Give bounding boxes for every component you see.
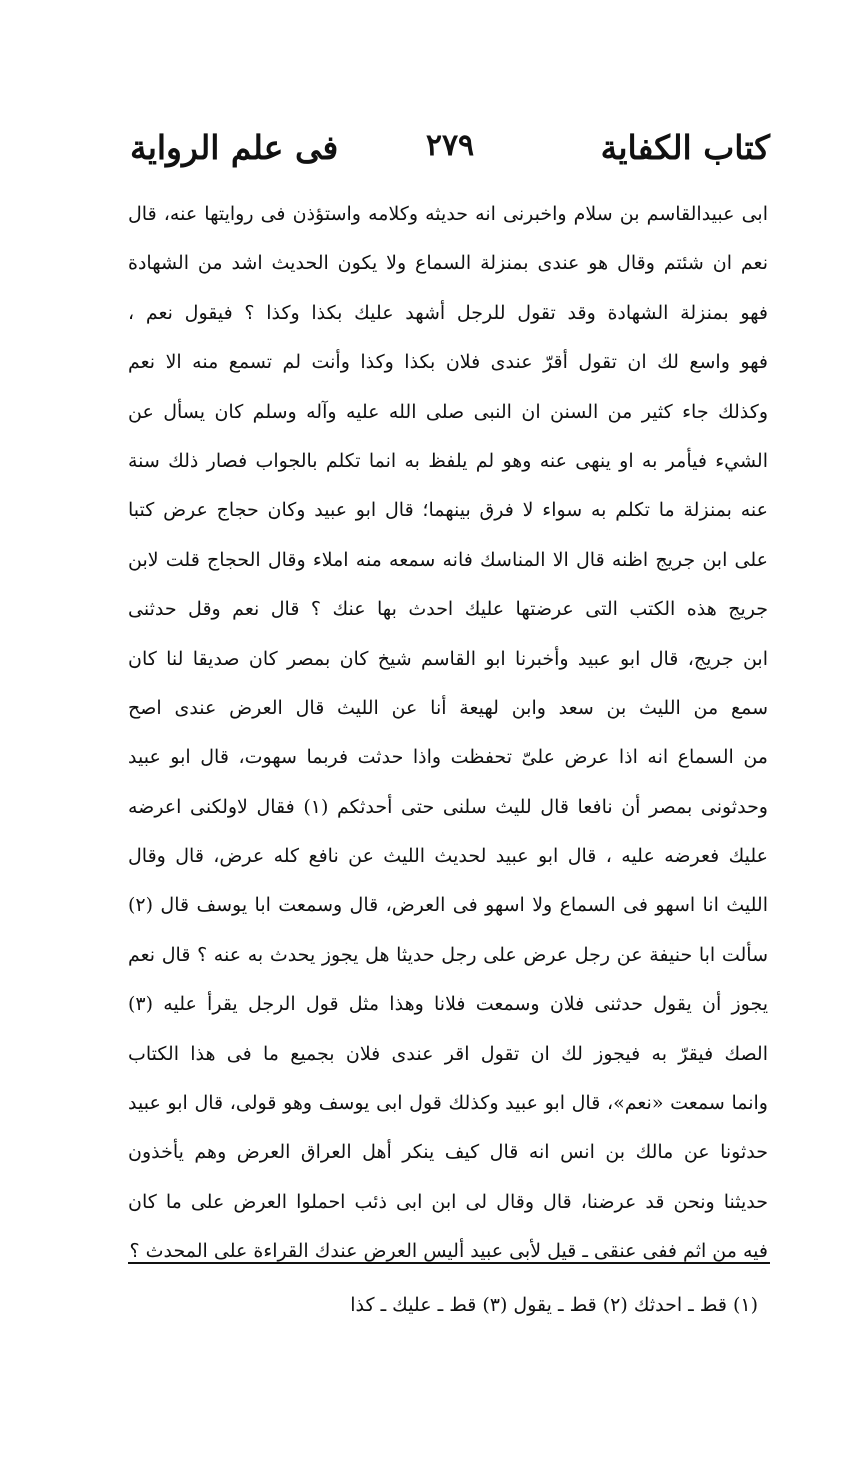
text-line: ابن جريج، قال ابو عبيد وأخبرنا ابو القاسم شيخ كان بمصر كان صديقا لنا كان — [128, 647, 768, 670]
text-line: الصك فيقرّ به فيجوز لك ان تقول اقر عندى فلان بجميع ما فى هذا الكتاب — [128, 1042, 768, 1065]
page-number: ٢٧٩ — [425, 128, 475, 163]
text-line: فهو واسع لك ان تقول أقرّ عندى فلان بكذا وكذا وأنت لم تسمع منه الا نعم — [128, 351, 768, 374]
running-topic: فى علم الرواية — [130, 128, 339, 167]
text-line: عليك فعرضه عليه ، قال ابو عبيد لحديث الليث عن نافع كله عرض، قال وقال — [128, 845, 768, 868]
text-line: جريج هذه الكتب التى عرضتها عليك احدث بها عنك ؟ قال نعم وقل حدثنى — [128, 598, 768, 621]
text-line: فيه من اثم ففى عنقى ـ قيل لأبى عبيد أليس العرض عندك القراءة على المحدث ؟ — [129, 1240, 768, 1263]
footnotes: (١) قط ـ احدثك (٢) قط ـ يقول (٣) قط ـ عليك ـ كذا — [350, 1294, 758, 1316]
text-line: حديثنا ونحن قد عرضنا، قال وقال لى ابن ابى ذئب احملوا العرض على ما كان — [128, 1190, 768, 1213]
text-line: سألت ابا حنيفة عن رجل عرض على رجل حديثا هل يجوز يحدث به عنه ؟ قال نعم — [128, 943, 768, 966]
text-line: فهو بمنزلة الشهادة وقد تقول للرجل أشهد عليك بكذا وكذا ؟ فيقول نعم ، — [128, 301, 768, 324]
text-line: الشيء فيأمر به او ينهى عنه وهو لم يلفظ به انما تكلم بالجواب فصار ذلك سنة — [128, 449, 768, 472]
text-line: وانما سمعت «نعم»، قال ابو عبيد وكذلك قول ابى يوسف وهو قولى، قال ابو عبيد — [128, 1092, 768, 1115]
text-line: يجوز أن يقول حدثنى فلان وسمعت فلانا وهذا مثل قول الرجل يقرأ عليه (٣) — [128, 993, 768, 1016]
text-line: على ابن جريج اظنه قال الا المناسك فانه سمعه منه املاء وقال الحجاج قلت لابن — [128, 548, 768, 571]
text-line: نعم ان شئتم وقال هو عندى بمنزلة السماع ولا يكون الحديث اشد من الشهادة — [128, 252, 768, 275]
text-line: وكذلك جاء كثير من السنن ان النبى صلى الله عليه وآله وسلم كان يسأل عن — [128, 400, 768, 423]
text-line: سمع من الليث بن سعد وابن لهيعة أنا عن الليث قال العرض عندى اصح — [128, 696, 768, 719]
text-line: حدثونا عن مالك بن انس انه قال كيف ينكر أهل العراق العرض وهم يأخذون — [128, 1141, 768, 1164]
text-line: الليث انا اسهو فى السماع ولا اسهو فى العرض، قال وسمعت ابا يوسف قال (٢) — [128, 894, 768, 917]
book-title: كتاب الكفاية — [600, 128, 770, 167]
text-line: ابى عبيدالقاسم بن سلام واخبرنى انه حديثه وكلامه واستؤذن فى روايتها عنه، قال — [128, 203, 768, 225]
text-line: عنه بمنزلة ما تكلم به سواء لا فرق بينهما؛ قال ابو عبيد وكان حجاج عرض كتبا — [128, 499, 768, 522]
footnote-divider — [128, 1262, 770, 1264]
page-header — [130, 128, 770, 188]
main-text — [128, 190, 768, 1277]
text-line: من السماع انه اذا عرض علىّ تحفظت واذا حدثت فربما سهوت، قال ابو عبيد — [128, 746, 768, 769]
text-line: وحدثونى بمصر أن نافعا قال لليث سلنى حتى أحدثكم (١) فقال لاولكنى اعرضه — [128, 795, 768, 818]
